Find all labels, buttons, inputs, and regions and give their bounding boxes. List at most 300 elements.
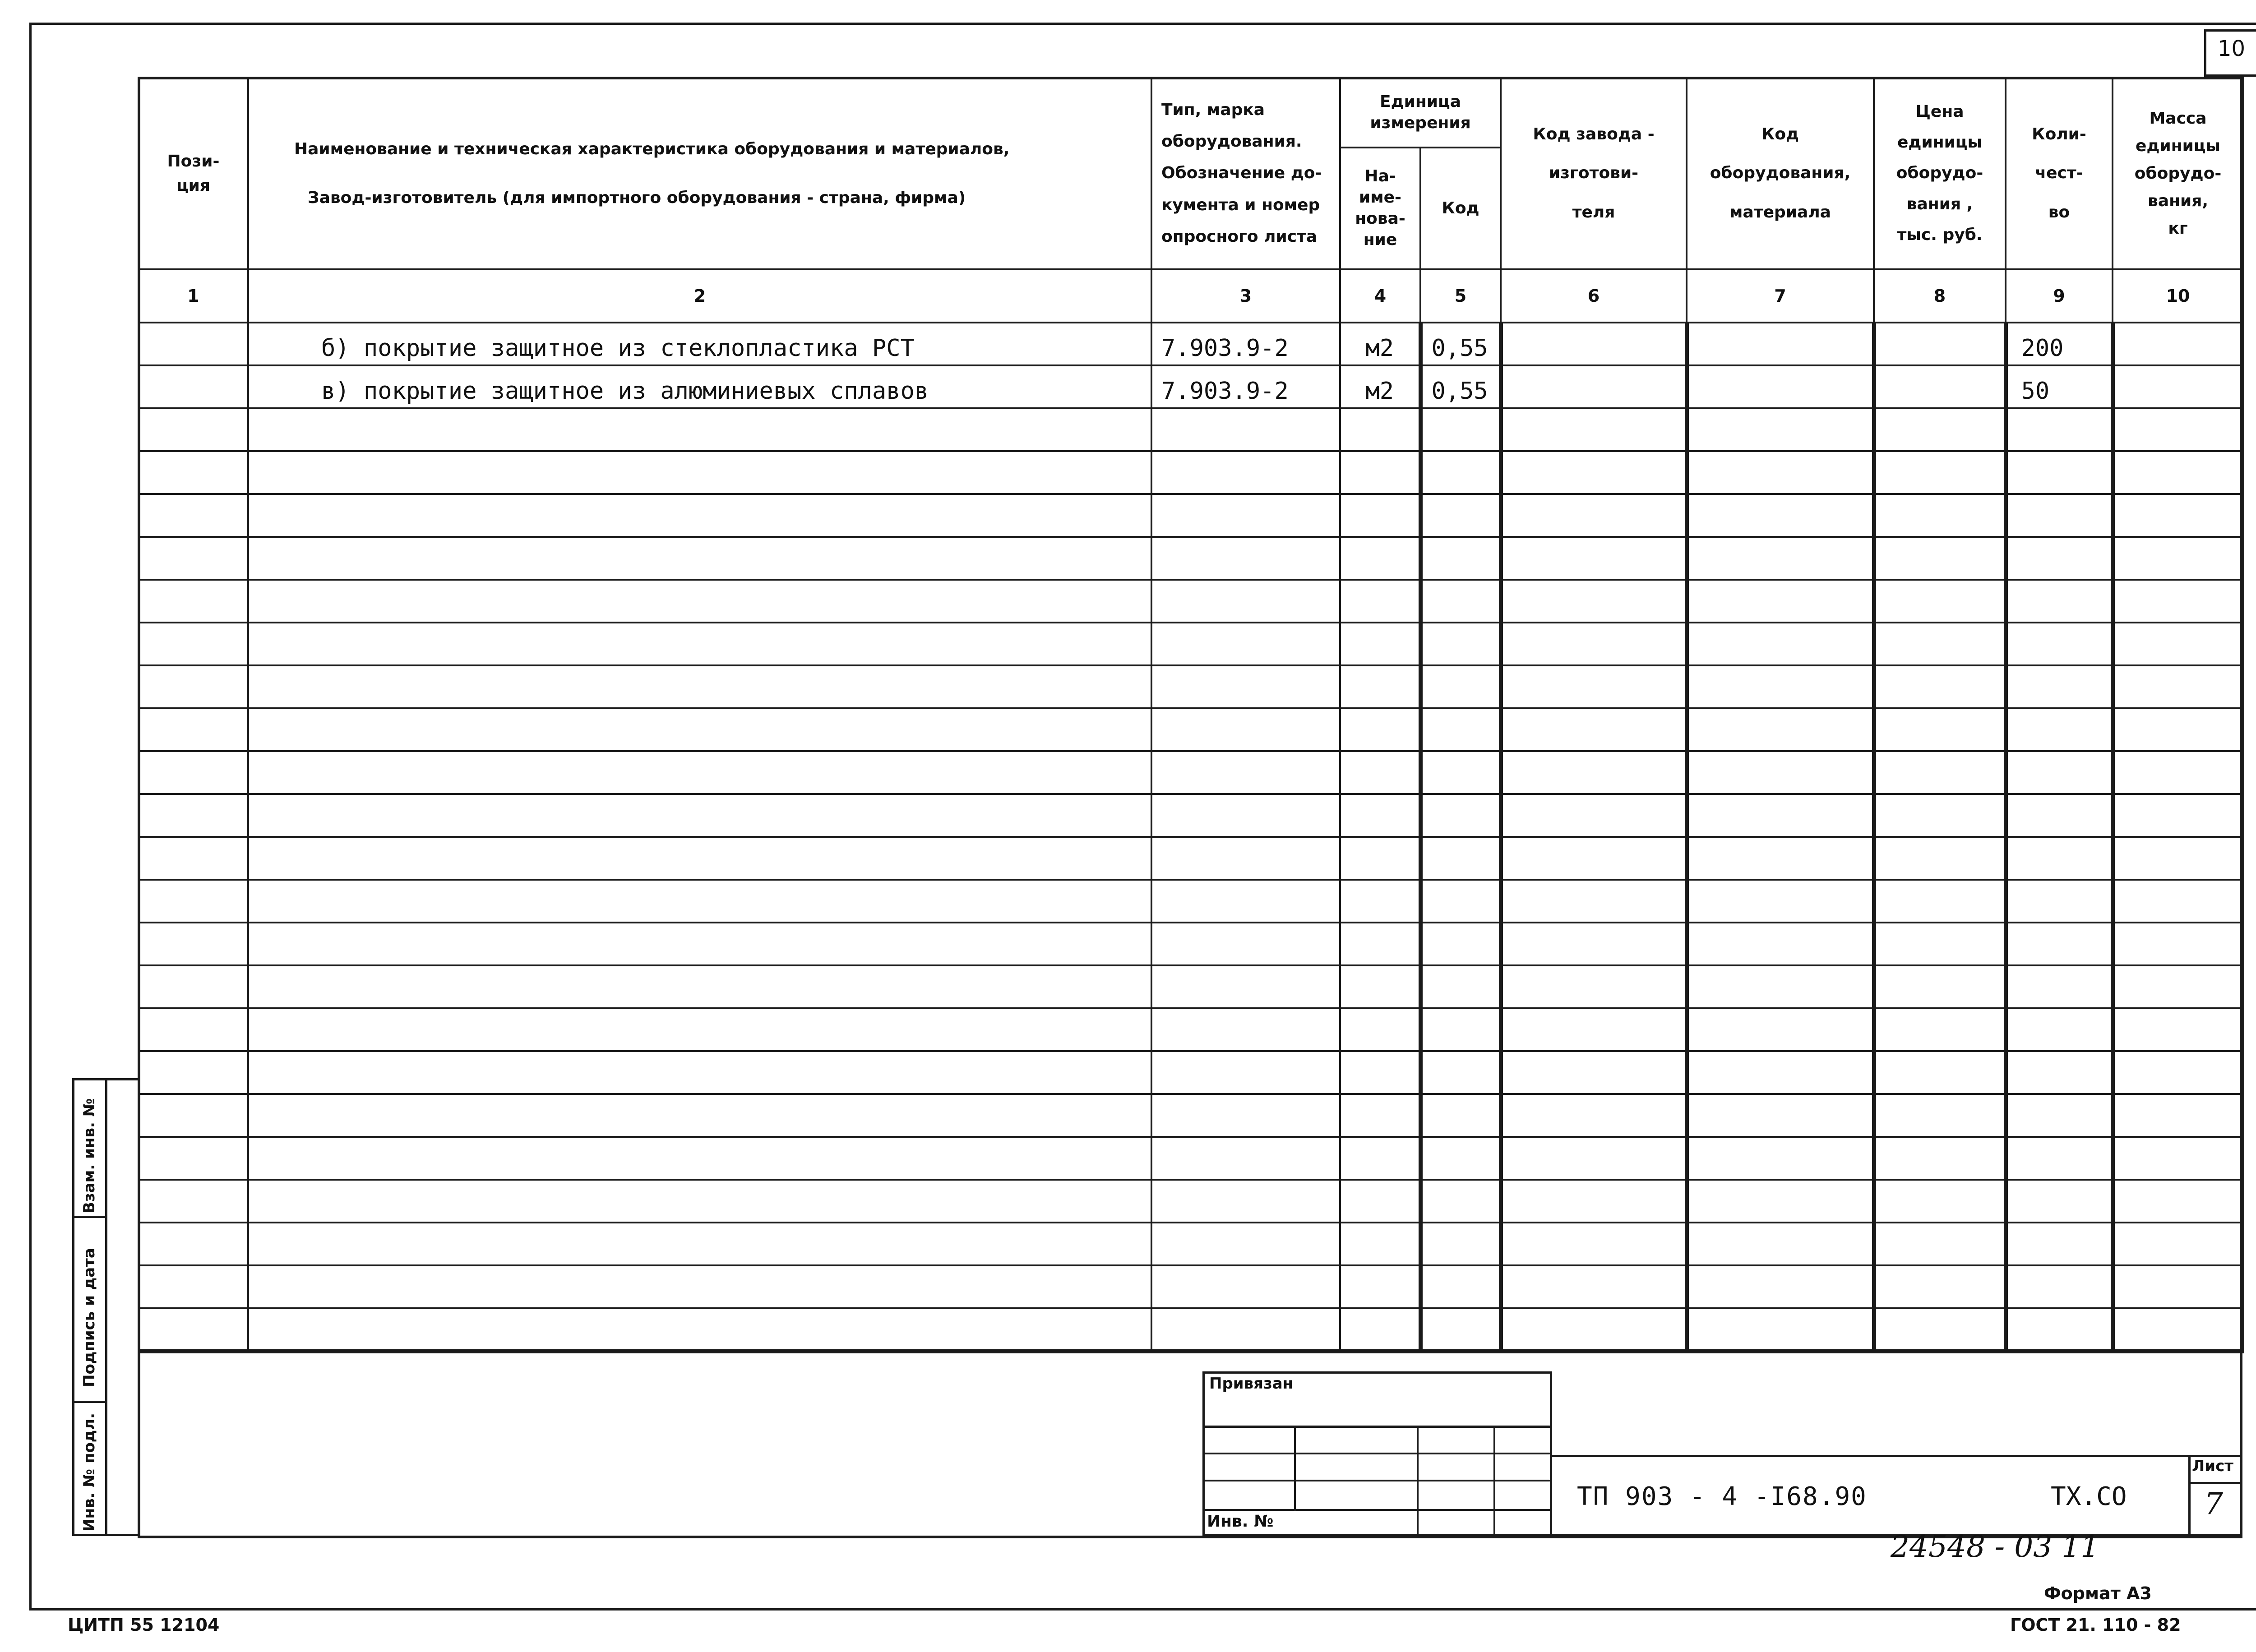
cell-unit-name [1340,1265,1420,1308]
cell-quantity [2006,1308,2113,1351]
cell-mass [2113,880,2243,923]
cell-mass [2113,708,2243,751]
cell-mass [2113,365,2243,408]
cell-quantity: 200 [2006,323,2113,365]
cell-unit-code [1420,408,1501,451]
cell-unit-name [1340,1008,1420,1051]
cell-unit-name [1340,1094,1420,1137]
cell-position [139,794,248,837]
side-label-podpis-data: Подпись и дата [80,1248,98,1387]
cell-plant-code [1501,1094,1687,1137]
cell-price [1874,880,2006,923]
cell-unit-code: 0,55 [1420,365,1501,408]
cell-position [139,537,248,580]
table-row-empty [139,451,2243,494]
cell-type [1151,1308,1340,1351]
cell-name [248,751,1151,794]
cell-unit-name [1340,923,1420,965]
cell-equipment-code [1687,494,1874,537]
cell-plant-code [1501,1265,1687,1308]
table-row-empty [139,1137,2243,1180]
cell-position [139,623,248,665]
colnum-6: 6 [1501,269,1687,323]
cell-equipment-code [1687,837,1874,880]
cell-unit-name [1340,1180,1420,1223]
table-row-empty [139,665,2243,708]
cell-unit-name [1340,1137,1420,1180]
header-plant-code [1501,78,1687,269]
cell-quantity [2006,923,2113,965]
cell-quantity [2006,794,2113,837]
table-row-empty [139,1180,2243,1223]
cell-quantity [2006,1180,2113,1223]
cell-unit-code [1420,1308,1501,1351]
cell-name [248,1223,1151,1265]
cell-equipment-code [1687,580,1874,623]
cell-plant-code [1501,580,1687,623]
header-unit-group-label: Единица измерения [1370,92,1471,132]
colnum-10: 10 [2113,269,2243,323]
cell-name [248,537,1151,580]
cell-quantity [2006,1008,2113,1051]
cell-quantity [2006,1137,2113,1180]
cell-quantity [2006,665,2113,708]
header-plant-code-label: Код завода - изготови- теля [1533,125,1655,221]
cell-mass [2113,1180,2243,1223]
handwritten-archive-number: 24548 - 03 11 [1891,1529,2100,1564]
title-grid-line [1202,1509,1552,1511]
header-equipment-code [1687,78,1874,269]
table-row-empty [139,1265,2243,1308]
cell-quantity [2006,1094,2113,1137]
cell-mass [2113,665,2243,708]
cell-position [139,451,248,494]
cell-name [248,623,1151,665]
cell-name [248,794,1151,837]
table-row [139,323,2243,365]
cell-unit-code [1420,1008,1501,1051]
cell-name [248,965,1151,1008]
cell-price [1874,708,2006,751]
cell-quantity [2006,1265,2113,1308]
cell-mass [2113,323,2243,365]
cell-equipment-code [1687,708,1874,751]
cell-type [1151,1008,1340,1051]
cell-type [1151,923,1340,965]
table-row [139,365,2243,408]
cell-mass [2113,623,2243,665]
cell-type [1151,837,1340,880]
cell-position [139,1223,248,1265]
cell-mass [2113,1265,2243,1308]
header-name-line2: Завод-изготовитель (для импортного оборудования - страна, фирма) [308,188,966,207]
cell-unit-code: 0,55 [1420,323,1501,365]
title-grid-line [1493,1426,1495,1536]
cell-name [248,708,1151,751]
cell-plant-code [1501,494,1687,537]
table-row-empty [139,708,2243,751]
cell-unit-name [1340,1223,1420,1265]
cell-equipment-code [1687,1008,1874,1051]
cell-price [1874,537,2006,580]
cell-mass [2113,451,2243,494]
cell-price [1874,1137,2006,1180]
header-equipment-code-label: Код оборудования, материала [1710,125,1851,221]
table-row-empty [139,923,2243,965]
cell-position [139,965,248,1008]
cell-type [1151,451,1340,494]
cell-quantity [2006,1051,2113,1094]
cell-mass [2113,837,2243,880]
sheet-number-divider [2188,1482,2242,1484]
table-row-empty [139,537,2243,580]
cell-mass [2113,408,2243,451]
colnum-1: 1 [139,269,248,323]
colnum-5: 5 [1420,269,1501,323]
cell-unit-name [1340,794,1420,837]
footer-standard: ГОСТ 21. 110 - 82 [2010,1615,2181,1635]
cell-type [1151,1137,1340,1180]
cell-type [1151,537,1340,580]
cell-unit-code [1420,1223,1501,1265]
cell-position [139,1008,248,1051]
cell-mass [2113,965,2243,1008]
header-quantity [2006,78,2113,269]
cell-unit-name [1340,451,1420,494]
cell-name [248,1094,1151,1137]
table-row-empty [139,408,2243,451]
cell-quantity [2006,708,2113,751]
cell-unit-code [1420,1051,1501,1094]
cell-equipment-code [1687,451,1874,494]
cell-price [1874,1265,2006,1308]
cell-mass [2113,794,2243,837]
header-position-label: Пози- ция [167,152,220,195]
footer-code-left: ЦИТП 55 12104 [68,1615,220,1635]
header-position [139,78,248,269]
header-unit-name-label: На- име- нова- ние [1355,167,1405,249]
cell-quantity [2006,965,2113,1008]
cell-equipment-code [1687,923,1874,965]
cell-name [248,880,1151,923]
cell-unit-name [1340,751,1420,794]
cell-position [139,580,248,623]
cell-mass [2113,1008,2243,1051]
cell-unit-code [1420,1137,1501,1180]
header-quantity-label: Коли- чест- во [2032,125,2086,221]
cell-plant-code [1501,1008,1687,1051]
cell-price [1874,1308,2006,1351]
cell-plant-code [1501,365,1687,408]
cell-mass [2113,1223,2243,1265]
cell-unit-name [1340,708,1420,751]
cell-quantity [2006,1223,2113,1265]
title-grid-line [1202,1480,1552,1481]
cell-plant-code [1501,623,1687,665]
header-name-line1: Наименование и техническая характеристика оборудования и материалов, [294,139,1010,158]
cell-price [1874,837,2006,880]
cell-type: 7.903.9-2 [1151,323,1340,365]
side-label-inv-podl: Инв. № подл. [80,1412,98,1532]
table-row-empty [139,1094,2243,1137]
table-row-empty [139,1051,2243,1094]
cell-unit-code [1420,1094,1501,1137]
footer-format: Формат А3 [2044,1583,2152,1603]
cell-equipment-code [1687,965,1874,1008]
cell-name [248,494,1151,537]
cell-mass [2113,537,2243,580]
cell-mass [2113,923,2243,965]
cell-name [248,580,1151,623]
cell-name [248,1265,1151,1308]
cell-plant-code [1501,880,1687,923]
cell-equipment-code [1687,623,1874,665]
cell-name: в) покрытие защитное из алюминиевых сплавов [248,365,1151,408]
cell-price [1874,923,2006,965]
privyazan-label: Привязан [1209,1375,1294,1393]
cell-type [1151,580,1340,623]
cell-plant-code [1501,323,1687,365]
cell-price [1874,451,2006,494]
cell-position [139,923,248,965]
title-grid-line [1202,1453,1552,1454]
cell-type [1151,880,1340,923]
colnum-4: 4 [1340,269,1420,323]
cell-name [248,1051,1151,1094]
cell-quantity [2006,751,2113,794]
cell-price [1874,494,2006,537]
cell-quantity [2006,537,2113,580]
cell-price [1874,580,2006,623]
cell-price [1874,1051,2006,1094]
cell-unit-name: м2 [1340,323,1420,365]
cell-position [139,323,248,365]
cell-quantity: 50 [2006,365,2113,408]
cell-mass [2113,494,2243,537]
cell-type [1151,751,1340,794]
cell-plant-code [1501,665,1687,708]
table-row-empty [139,880,2243,923]
cell-type [1151,665,1340,708]
cell-unit-name [1340,837,1420,880]
cell-unit-code [1420,580,1501,623]
header-unit-name [1340,148,1420,269]
cell-type [1151,623,1340,665]
title-grid-line [1417,1426,1419,1536]
cell-unit-name [1340,580,1420,623]
cell-unit-name [1340,408,1420,451]
table-row-empty [139,1008,2243,1051]
cell-equipment-code [1687,794,1874,837]
cell-type [1151,794,1340,837]
cell-name [248,451,1151,494]
cell-quantity [2006,580,2113,623]
cell-unit-name [1340,1051,1420,1094]
cell-equipment-code [1687,365,1874,408]
cell-unit-code [1420,494,1501,537]
cell-mass [2113,580,2243,623]
cell-plant-code [1501,837,1687,880]
cell-price [1874,408,2006,451]
specification-table [138,77,2244,1353]
cell-name: б) покрытие защитное из стеклопластика РСТ [248,323,1151,365]
cell-position [139,1051,248,1094]
header-name [248,78,1151,269]
title-grid-line [1294,1426,1296,1511]
cell-position [139,1308,248,1351]
cell-price [1874,965,2006,1008]
side-stamp-inner-line [105,1078,107,1536]
cell-equipment-code [1687,1265,1874,1308]
cell-unit-code [1420,837,1501,880]
cell-price [1874,794,2006,837]
cell-price [1874,323,2006,365]
cell-position [139,1180,248,1223]
header-price [1874,78,2006,269]
cell-equipment-code [1687,1308,1874,1351]
cell-mass [2113,751,2243,794]
cell-equipment-code [1687,1137,1874,1180]
cell-equipment-code [1687,1094,1874,1137]
cell-plant-code [1501,923,1687,965]
cell-type [1151,494,1340,537]
cell-price [1874,1180,2006,1223]
side-stamp-divider [72,1216,106,1218]
cell-type [1151,1223,1340,1265]
cell-unit-name [1340,494,1420,537]
cell-plant-code [1501,1223,1687,1265]
side-label-vzam-inv: Взам. инв. № [80,1098,98,1214]
header-unit-group [1340,78,1501,148]
inv-no-label: Инв. № [1207,1512,1274,1531]
corner-sheet-number: 10 [2218,36,2246,61]
cell-unit-code [1420,965,1501,1008]
cell-position [139,1094,248,1137]
cell-equipment-code [1687,1051,1874,1094]
cell-unit-name [1340,665,1420,708]
cell-unit-code [1420,537,1501,580]
cell-plant-code [1501,408,1687,451]
header-unit-code-label: Код [1442,199,1479,217]
cell-position [139,837,248,880]
colnum-2: 2 [248,269,1151,323]
table-row-empty [139,837,2243,880]
colnum-9: 9 [2006,269,2113,323]
cell-unit-name [1340,537,1420,580]
cell-type [1151,1180,1340,1223]
colnum-8: 8 [1874,269,2006,323]
cell-unit-code [1420,794,1501,837]
cell-position [139,665,248,708]
cell-equipment-code [1687,751,1874,794]
cell-plant-code [1501,537,1687,580]
cell-unit-code [1420,923,1501,965]
cell-unit-code [1420,451,1501,494]
cell-equipment-code [1687,408,1874,451]
header-unit-code [1420,148,1501,269]
header-price-label: Цена единицы оборудо- вания , тыс. руб. [1896,102,1983,245]
cell-position [139,494,248,537]
cell-name [248,1137,1151,1180]
cell-quantity [2006,408,2113,451]
cell-quantity [2006,837,2113,880]
cell-name [248,837,1151,880]
cell-plant-code [1501,965,1687,1008]
cell-quantity [2006,623,2113,665]
table-row-empty [139,580,2243,623]
cell-price [1874,365,2006,408]
sheet-label: Лист [2192,1457,2233,1475]
cell-mass [2113,1094,2243,1137]
cell-price [1874,1008,2006,1051]
cell-unit-name: м2 [1340,365,1420,408]
cell-unit-name [1340,623,1420,665]
cell-unit-code [1420,1265,1501,1308]
table-row-empty [139,1223,2243,1265]
cell-equipment-code [1687,323,1874,365]
cell-type [1151,1265,1340,1308]
table-row-empty [139,1308,2243,1351]
table-row-empty [139,965,2243,1008]
cell-equipment-code [1687,1180,1874,1223]
cell-plant-code [1501,794,1687,837]
cell-position [139,408,248,451]
cell-unit-code [1420,751,1501,794]
cell-price [1874,665,2006,708]
colnum-7: 7 [1687,269,1874,323]
cell-equipment-code [1687,880,1874,923]
cell-position [139,880,248,923]
cell-mass [2113,1137,2243,1180]
cell-position [139,1137,248,1180]
cell-name [248,923,1151,965]
cell-plant-code [1501,1137,1687,1180]
cell-plant-code [1501,1051,1687,1094]
cell-unit-code [1420,1180,1501,1223]
cell-plant-code [1501,1180,1687,1223]
cell-quantity [2006,451,2113,494]
cell-mass [2113,1308,2243,1351]
cell-type [1151,708,1340,751]
cell-type [1151,408,1340,451]
cell-price [1874,1223,2006,1265]
cell-type [1151,965,1340,1008]
cell-price [1874,623,2006,665]
cell-mass [2113,1051,2243,1094]
cell-unit-code [1420,623,1501,665]
cell-price [1874,1094,2006,1137]
cell-price [1874,751,2006,794]
table-row-empty [139,751,2243,794]
cell-unit-name [1340,965,1420,1008]
cell-quantity [2006,494,2113,537]
cell-unit-code [1420,665,1501,708]
cell-equipment-code [1687,1223,1874,1265]
cell-unit-code [1420,880,1501,923]
document-code: ТП 903 - 4 -I68.90 [1577,1482,1867,1511]
cell-plant-code [1501,708,1687,751]
side-stamp-divider [72,1401,106,1403]
cell-name [248,1180,1151,1223]
document-mark: ТХ.СО [2051,1482,2127,1511]
cell-equipment-code [1687,537,1874,580]
cell-position [139,708,248,751]
cell-position [139,1265,248,1308]
cell-type: 7.903.9-2 [1151,365,1340,408]
cell-position [139,365,248,408]
cell-unit-name [1340,1308,1420,1351]
cell-unit-code [1420,708,1501,751]
